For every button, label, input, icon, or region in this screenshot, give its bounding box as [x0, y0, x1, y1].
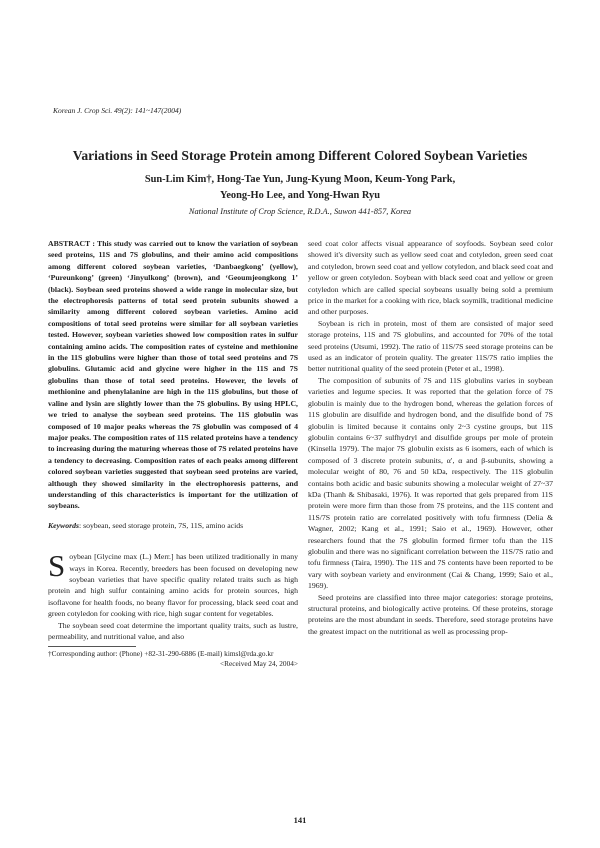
intro-paragraph-1 — [48, 548, 298, 619]
keywords-label: Keywords — [48, 520, 79, 530]
footnote-rule — [48, 646, 136, 647]
drop-cap: S — [48, 548, 66, 584]
left-column — [48, 238, 298, 669]
intro-paragraph-1-text: oybean [Glycine max (L.) Merr.] has been utilized traditionally in many ways in Korea. Recently, breeders has been focused on developing new soybean varieties that have specific quality related traits such as high protein and high sulfur containing amino acids for protein sources, high isoflavone for health foods, no beany flavor for processing, black seed coat and green cotyledon for cooking with rice, high sugar content for vegetables. — [48, 552, 298, 619]
intro-paragraph-2: The soybean seed coat determine the important quality traits, such as lustre, permeability, and nutritional value, and also — [48, 620, 298, 641]
right-paragraph-4: Seed proteins are classified into three major categories: storage proteins, structural proteins, and biologically active proteins. Of these proteins, storage proteins are the most abundant in seeds. Therefore, seed storage proteins have the greatest impact on the nutritional as well as processing prop- — [308, 592, 553, 636]
right-paragraph-3: The composition of subunits of 7S and 11S globulins varies in soybean varieties and legume species. It was reported that the gelation force of 7S globulin is mainly due to the hydrogen bond, whereas the gelation forces of 11S globulin are disulfide and hydrogen bond, and the disulfide bond of 7S globulin is limited because it contains only 2~3 cystine groups, but 11S globulin contains 6~37 sulfhydryl and disulfide groups per mole of protein (Kinsella 1979). The major 7S globulin exists as 6 isomers, each of which is composed of 3 discrete protein subunits, α′, α and β-subunits, showing a molecular weight of 80, 76 and 50 kDa, respectively. The 11S globulin contains both acidic and basic subunits showing a molecular weight of 27~37 kDa (Thanh & Shibasaki, 1976). It was reported that gels prepared from 11S protein were more firm than those from 7S proteins, and the 11S content and 11S/7S protein ratio are correlated positively with tofu firmness (Delia & Wagner, 2002; Kang et al., 1991; Saio et al., 1969). However, other researchers found that the 7S globulin formed firmer tofu than the 11S globulin and there was no significant correlation between the 11S/7S ratio and tofu firmness (Taira, 1990). The 11S and 7S contents have been reported to be vary with soybean variety and environment (Cai & Chang, 1999; Saio et al., 1969). — [308, 375, 553, 591]
keywords — [48, 520, 298, 531]
right-paragraph-2: Soybean is rich in protein, most of them are consisted of major seed storage proteins, 11S and 7S globulins, and accounted for 70% of the total seed proteins (Utsumi, 1992). The ratio of 11S/7S seed storage proteins can be used as an indicator of protein quality. The greater 11S/7S ratio implies the better nutritional quality of the seed protein (Peter et al., 1998). — [308, 318, 553, 374]
page-number: 141 — [293, 815, 307, 825]
authors-line-2: Yeong-Ho Lee, and Yong-Hwan Ryu — [219, 190, 381, 201]
right-column — [308, 238, 553, 637]
affiliation: National Institute of Crop Science, R.D.A., Suwon 441-857, Korea — [188, 207, 412, 216]
footnote — [48, 649, 298, 669]
author-list — [0, 172, 600, 204]
keywords-text: : soybean, seed storage protein, 7S, 11S, amino acids — [79, 520, 244, 530]
corresponding-author: †Corresponding author: (Phone) +82-31-290-6886 (E-mail) kimsl@rda.go.kr — [48, 649, 274, 659]
authors-line-1: Sun-Lim Kim†, Hong-Tae Yun, Jung-Kyung Moon, Keum-Yong Park, — [144, 174, 456, 185]
article-title: Variations in Seed Storage Protein among Different Colored Soybean Varieties — [72, 148, 528, 163]
received-date: <Received May 24, 2004> — [220, 659, 298, 669]
abstract: ABSTRACT : This study was carried out to know the variation of soybean seed proteins, 11S and 7S globulins, and their amino acid compositions among different colored soybean varieties, ‘Danbaegkong’ (yellow), ‘Pureunkong’ (green) ‘Jinyulkong’ (brown), and ‘Geoumjeongkong 1’ (black). Soybean seed proteins showed a wide range in molecular size, but the electrophoresis patterns of total seed protein subunits showed a similarity among different colored soybean varieties. Amino acid compositions of total seed proteins were similar for all soybean varieties tested. However, soybean varieties showed low composition rates in sulfur containing amino acids. The composition rates of cysteine and methionine in the 11S globulins were higher than those of total seed proteins and 7S globulins. Glutamic acid and glycine were higher in the 11S and 7S globulins than those of total seed proteins. However, the levels of methionine and phenylalanine are high in the 11S globulins, but those of valine and lysin are slightly lower than the 7S globulins. By using HPLC, we tried to analyse the soybean seed proteins. The 11S globulin was composed of 10 major peaks whereas the 7S globulin was composed of 4 major peaks. The composition rates of 11S related proteins have a tendency to increasing during the maturing whereas those of 7S related proteins have a tendency to decreasing. Composition rates of each peaks among different colored soybean varieties suggested that soybean seed proteins are varied, although they showed similarity in the electrophoresis patterns, and understanding of this characteristics is important for the utilization of soybeans. — [48, 239, 298, 511]
right-paragraph-1: seed coat color affects visual appearance of soyfoods. Soybean seed color showed it's diversity such as yellow seed coat and cotyledon, green seed coat and cotyledon, brown seed coat and yellow cotyledon, and black seed coat and yellow or green cotyledon. Soybean with black seed coat and yellow or green cotyledon which are called special soybeans usually being sold a premium price in the market for a cooking with rice, black soymilk, traditional medicine and other purposes. — [308, 239, 553, 317]
running-head: Korean J. Crop Sci. 49(2): 141~147(2004) — [53, 106, 182, 115]
